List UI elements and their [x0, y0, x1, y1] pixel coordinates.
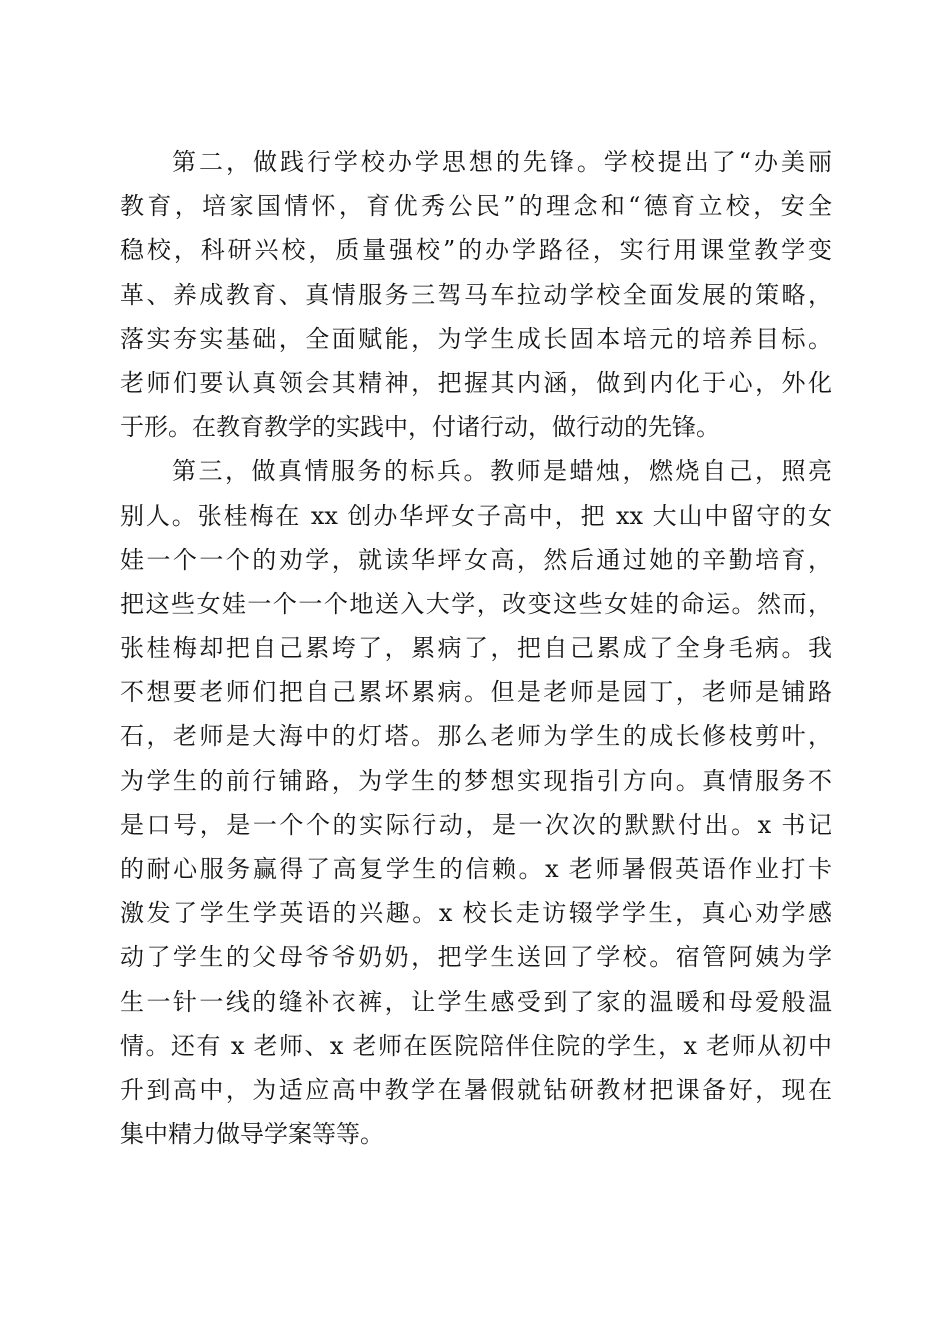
paragraph-line: 落实夯实基础，全面赋能，为学生成长固本培元的培养目标。: [120, 324, 832, 353]
paragraph-line: 石，老师是大海中的灯塔。那么老师为学生的成长修枝剪叶，: [120, 722, 832, 751]
paragraph-line: 于形。在教育教学的实践中，付诸行动，做行动的先锋。: [120, 413, 720, 442]
paragraph-line: 情。还有 x 老师、x 老师在医院陪伴住院的学生，x 老师从初中: [120, 1031, 832, 1060]
paragraph-vanguard: [120, 140, 832, 449]
paragraph-line: 为学生的前行铺路，为学生的梦想实现指引方向。真情服务不: [120, 766, 832, 795]
paragraph-line: 老师们要认真领会其精神，把握其内涵，做到内化于心，外化: [120, 368, 832, 397]
paragraph-line: 教育，培家国情怀，育优秀公民”的理念和“德育立校，安全: [120, 192, 832, 221]
paragraph-service-model: [120, 449, 832, 1156]
paragraph-line: 生一针一线的缝补衣裤，让学生感受到了家的温暖和母爱般温: [120, 987, 832, 1016]
paragraph-line: 第三，做真情服务的标兵。教师是蜡烛，燃烧自己，照亮: [172, 457, 832, 486]
paragraph-line: 激发了学生学英语的兴趣。x 校长走访辍学学生，真心劝学感: [120, 899, 832, 928]
paragraph-line: 的耐心服务赢得了高复学生的信赖。x 老师暑假英语作业打卡: [120, 855, 832, 883]
paragraph-line: 别人。张桂梅在 xx 创办华坪女子高中，把 xx 大山中留守的女: [120, 501, 832, 530]
paragraph-line: 不想要老师们把自己累坏累病。但是老师是园丁，老师是铺路: [120, 678, 832, 707]
paragraph-line: 革、养成教育、真情服务三驾马车拉动学校全面发展的策略，: [120, 280, 832, 309]
paragraph-line: 是口号，是一个个的实际行动，是一次次的默默付出。x 书记: [120, 810, 832, 839]
paragraph-line: 把这些女娃一个一个地送入大学，改变这些女娃的命运。然而，: [120, 589, 832, 618]
paragraph-line: 集中精力做导学案等等。: [120, 1120, 384, 1149]
paragraph-line: 张桂梅却把自己累垮了，累病了，把自己累成了全身毛病。我: [120, 634, 832, 663]
document-body: [120, 140, 832, 1156]
paragraph-line: 娃一个一个的劝学，就读华坪女高，然后通过她的辛勤培育，: [120, 545, 832, 574]
paragraph-line: 第二，做践行学校办学思想的先锋。学校提出了“办美丽: [172, 148, 832, 176]
paragraph-line: 升到高中，为适应高中教学在暑假就钻研教材把课备好，现在: [120, 1075, 832, 1104]
paragraph-line: 动了学生的父母爷爷奶奶，把学生送回了学校。宿管阿姨为学: [120, 943, 832, 972]
paragraph-line: 稳校，科研兴校，质量强校”的办学路径，实行用课堂教学变: [120, 236, 832, 265]
